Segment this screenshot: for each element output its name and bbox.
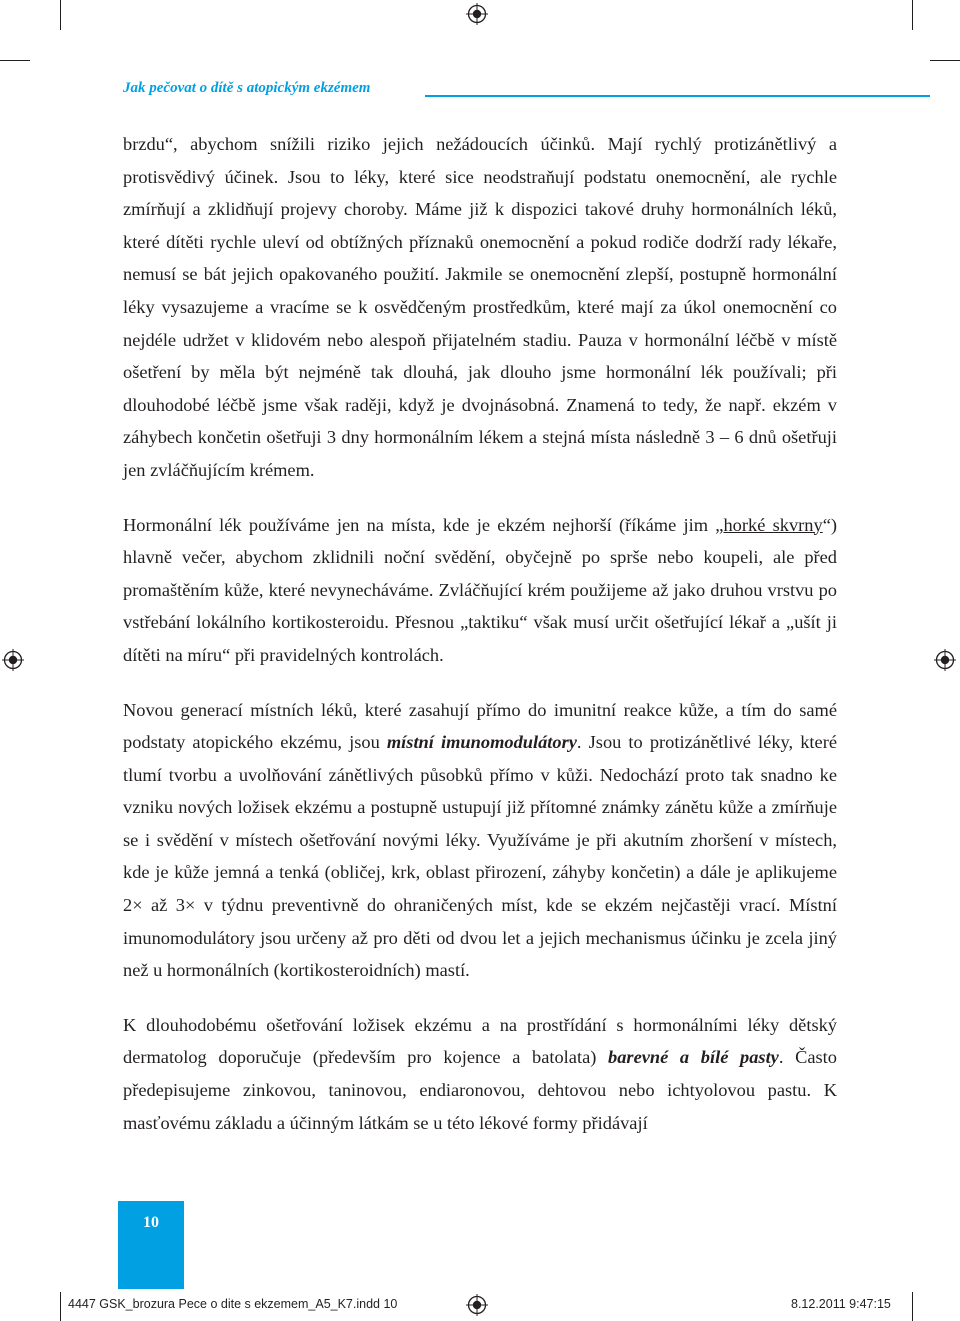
crop-mark-icon <box>60 0 61 30</box>
running-header-title: Jak pečovat o dítě s atopickým ekzémem <box>123 80 371 96</box>
registration-mark-icon <box>2 649 24 671</box>
crop-mark-icon <box>912 1292 913 1321</box>
crop-mark-icon <box>0 60 30 61</box>
crop-mark-icon <box>912 0 913 30</box>
emphasized-term: místní imunomodulátory <box>386 732 577 753</box>
body-text <box>123 128 837 1161</box>
paragraph <box>123 128 837 487</box>
text-run: K dlouhodobému ošetřování ložisek ekzému a na prostřídání s hormonálními léky dětský dermatolog doporučuje (především pro kojence a batolata) <box>123 1014 837 1068</box>
page-number-box <box>118 1201 184 1289</box>
underlined-term: horké skvrny <box>723 514 823 535</box>
text-run: Novou generací místních léků, které zasahují přímo do imunitní reakce kůže, a tím do samé podstaty atopického ekzému, jsou <box>123 699 837 753</box>
paragraph <box>123 509 837 672</box>
registration-mark-icon <box>466 1294 488 1316</box>
text-run: . Často předepisujeme zinkovou, taninovou, endiaronovou, dehtovou nebo ichtyolovou pastu. K masťovému základu a účinným látkám se u této lékové formy přidávají <box>123 1047 837 1133</box>
crop-mark-icon <box>60 1292 61 1321</box>
registration-mark-icon <box>934 649 956 671</box>
text-run: “) hlavně večer, abychom zklidnili noční svědění, obyčejně po sprše nebo koupeli, ale před promaštěním kůže, které nevynecháváme. Zvláčňující krém použijeme až jako druhou vrstvu po vstřebání lokálního kortikosteroidu. Přesnou „taktiku“ však musí určit ošetřující lékař a „ušít ji dítěti na míru“ při pravidelných kontrolách. <box>123 514 837 665</box>
crop-mark-icon <box>930 60 960 61</box>
text-run: brzdu“, abychom snížili riziko jejich nežádoucích účinků. Mají rychlý protizánětlivý a protisvědivý účinek. Jsou to léky, které sice neodstraňují podstatu onemocnění, ale rychle zmírňují a zklidňují projevy choroby. Máme již k dispozici takové druhy hormonálních léků, které dítěti rychle uleví od obtížných příznaků onemocnění a pokud rodiče dodrží rady lékaře, nemusí se bát jejich opakovaného použití. Jakmile se onemocnění zlepší, postupně hormonální léky vysazujeme a vracíme se k osvědčeným prostředkům, které mají za úkol onemocnění co nejdéle udržet v klidovém nebo alespoň přijatelném stadiu. Pauza v hormonální léčbě v místě ošetření by měla být nejméně tak dlouhá, jak dlouho jsme hormonální lék používali; při dlouhodobé léčbě jsme však raději, když je dvojnásobná. Znamená to tedy, že např. ekzém v záhybech končetin ošetřuji 3 dny hormonálním lékem a stejná místa následně 3 – 6 dnů ošetřuji jen zvláčňujícím krémem. <box>123 134 837 480</box>
print-slug-timestamp: 8.12.2011 9:47:15 <box>791 1297 891 1311</box>
paragraph <box>123 1009 837 1139</box>
text-run: Hormonální lék používáme jen na místa, kde je ekzém nejhorší (říkáme jim „ <box>123 514 724 535</box>
print-slug-filename: 4447 GSK_brozura Pece o dite s ekzemem_A5_K7.indd 10 <box>68 1297 398 1311</box>
emphasized-term: barevné a bílé pasty <box>608 1047 779 1068</box>
paragraph <box>123 694 837 987</box>
header-rule <box>425 95 930 97</box>
text-run: . Jsou to protizánětlivé léky, které tlumí tvorbu a uvolňování zánětlivých působků přímo v kůži. Nedochází proto tak snadno ke vzniku nových ložisek ekzému a postupně ustupují již přítomné známky zánětu kůže a zmírňuje se i svědění v místech ošetřování novými léky. Využíváme je při akutním zhoršení v místech, kde je kůže jemná a tenká (obličej, krk, oblast přirození, záhyby končetin) a dále je aplikujeme 2× až 3× v týdnu preventivně do ohraničených míst, kde se ekzém nejčastěji vrací. Místní imunomodulátory jsou určeny až pro děti od dvou let a jejich mechanismus účinku je zcela jiný než u hormonálních (kortikosteroidních) mastí. <box>123 732 837 981</box>
page-number: 10 <box>143 1214 159 1231</box>
registration-mark-icon <box>466 3 488 25</box>
